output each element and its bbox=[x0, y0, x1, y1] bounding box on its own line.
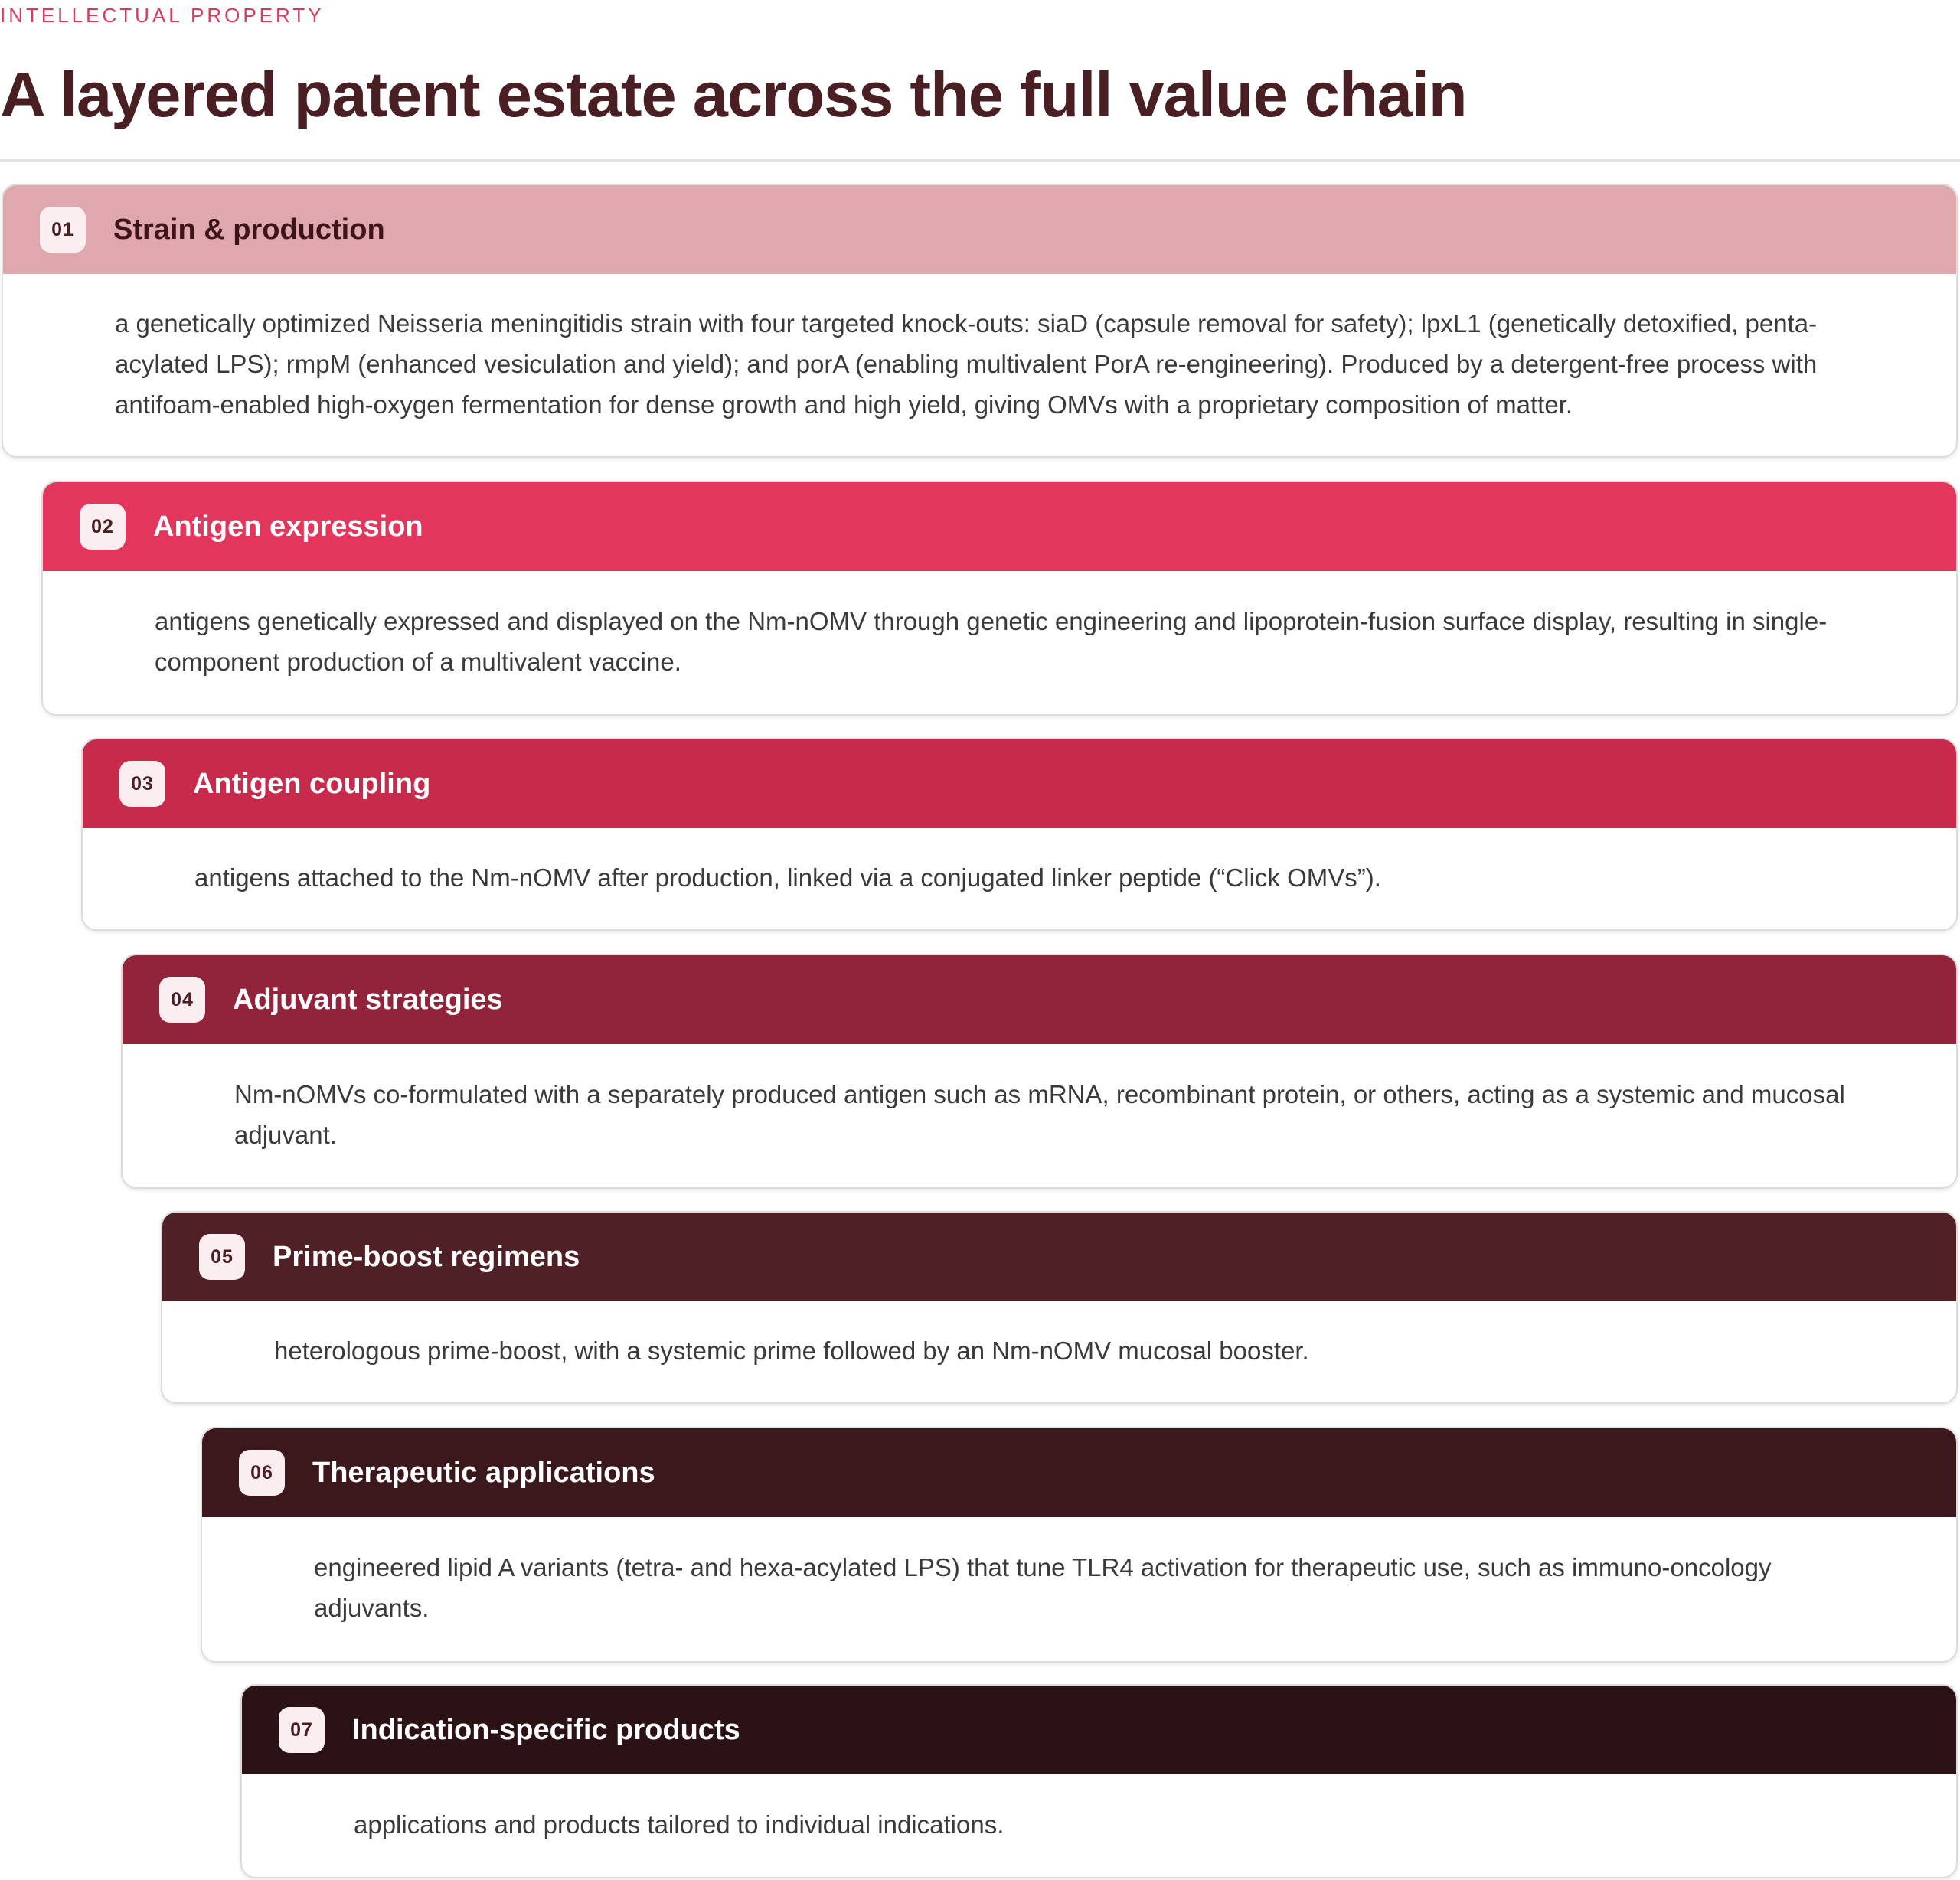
page-title: A layered patent estate across the full value chain bbox=[0, 59, 1467, 130]
layer-number-badge: 03 bbox=[119, 761, 165, 807]
layer-description: heterologous prime-boost, with a systemic prime followed by an Nm-nOMV mucosal booster. bbox=[274, 1336, 1309, 1365]
layer-card-antigen-coupling bbox=[81, 738, 1958, 931]
layer-card-therapeutic-applications bbox=[201, 1427, 1958, 1663]
layer-description: engineered lipid A variants (tetra- and hexa-acylated LPS) that tune TLR4 activation for therapeutic use, such as immuno-oncology adjuvants. bbox=[314, 1553, 1772, 1622]
layer-title: Antigen coupling bbox=[193, 768, 431, 800]
layer-title: Adjuvant strategies bbox=[233, 984, 503, 1016]
layer-number-badge: 07 bbox=[279, 1707, 325, 1753]
layer-description: antigens genetically expressed and displayed on the Nm-nOMV through genetic engineering and lipoprotein-fusion surface display, resulting in single-component production of a multivalent vaccine. bbox=[155, 606, 1828, 676]
layer-card-strain-production bbox=[2, 184, 1958, 458]
layer-number-badge: 04 bbox=[159, 977, 205, 1023]
layer-number-badge: 05 bbox=[199, 1234, 245, 1280]
layer-header bbox=[122, 955, 1956, 1044]
layer-title: Prime-boost regimens bbox=[273, 1241, 580, 1273]
layer-number-badge: 01 bbox=[40, 207, 86, 253]
layer-description: applications and products tailored to individual indications. bbox=[354, 1810, 1004, 1839]
layer-card-indication-specific bbox=[240, 1684, 1958, 1878]
layer-card-adjuvant-strategies bbox=[121, 954, 1958, 1189]
layer-number-badge: 02 bbox=[80, 504, 126, 550]
layer-description: a genetically optimized Neisseria meningitidis strain with four targeted knock-outs: siaD (capsule removal for safety); lpxL1 (genetically detoxified, penta-acylated LPS); rmpM (enhanced vesiculation and yield); and porA (enabling multivalent PorA re-engineering). Produced by a detergent-free process with antifoam-enabled high-oxygen fermentation for dense growth and high yield, giving OMVs with a proprietary composition of matter. bbox=[115, 308, 1818, 419]
layer-card-antigen-expression bbox=[41, 481, 1958, 716]
layer-title: Strain & production bbox=[113, 214, 385, 246]
layer-title: Antigen expression bbox=[153, 511, 423, 543]
layer-header bbox=[3, 185, 1956, 274]
layer-description: Nm-nOMVs co-formulated with a separately produced antigen such as mRNA, recombinant protein, or others, acting as a systemic and mucosal adjuvant. bbox=[234, 1079, 1845, 1149]
layer-number-badge: 06 bbox=[239, 1450, 285, 1496]
layer-title: Indication-specific products bbox=[352, 1714, 740, 1746]
layer-header bbox=[162, 1213, 1956, 1301]
layer-header bbox=[242, 1686, 1956, 1774]
title-divider bbox=[0, 159, 1960, 162]
layer-card-prime-boost bbox=[161, 1211, 1958, 1404]
section-eyebrow: INTELLECTUAL PROPERTY bbox=[0, 4, 325, 27]
layer-title: Therapeutic applications bbox=[312, 1457, 655, 1489]
layer-header bbox=[43, 482, 1956, 571]
layer-header bbox=[83, 739, 1956, 828]
layer-description: antigens attached to the Nm-nOMV after production, linked via a conjugated linker peptide (“Click OMVs”). bbox=[194, 863, 1381, 892]
layer-header bbox=[202, 1428, 1956, 1517]
